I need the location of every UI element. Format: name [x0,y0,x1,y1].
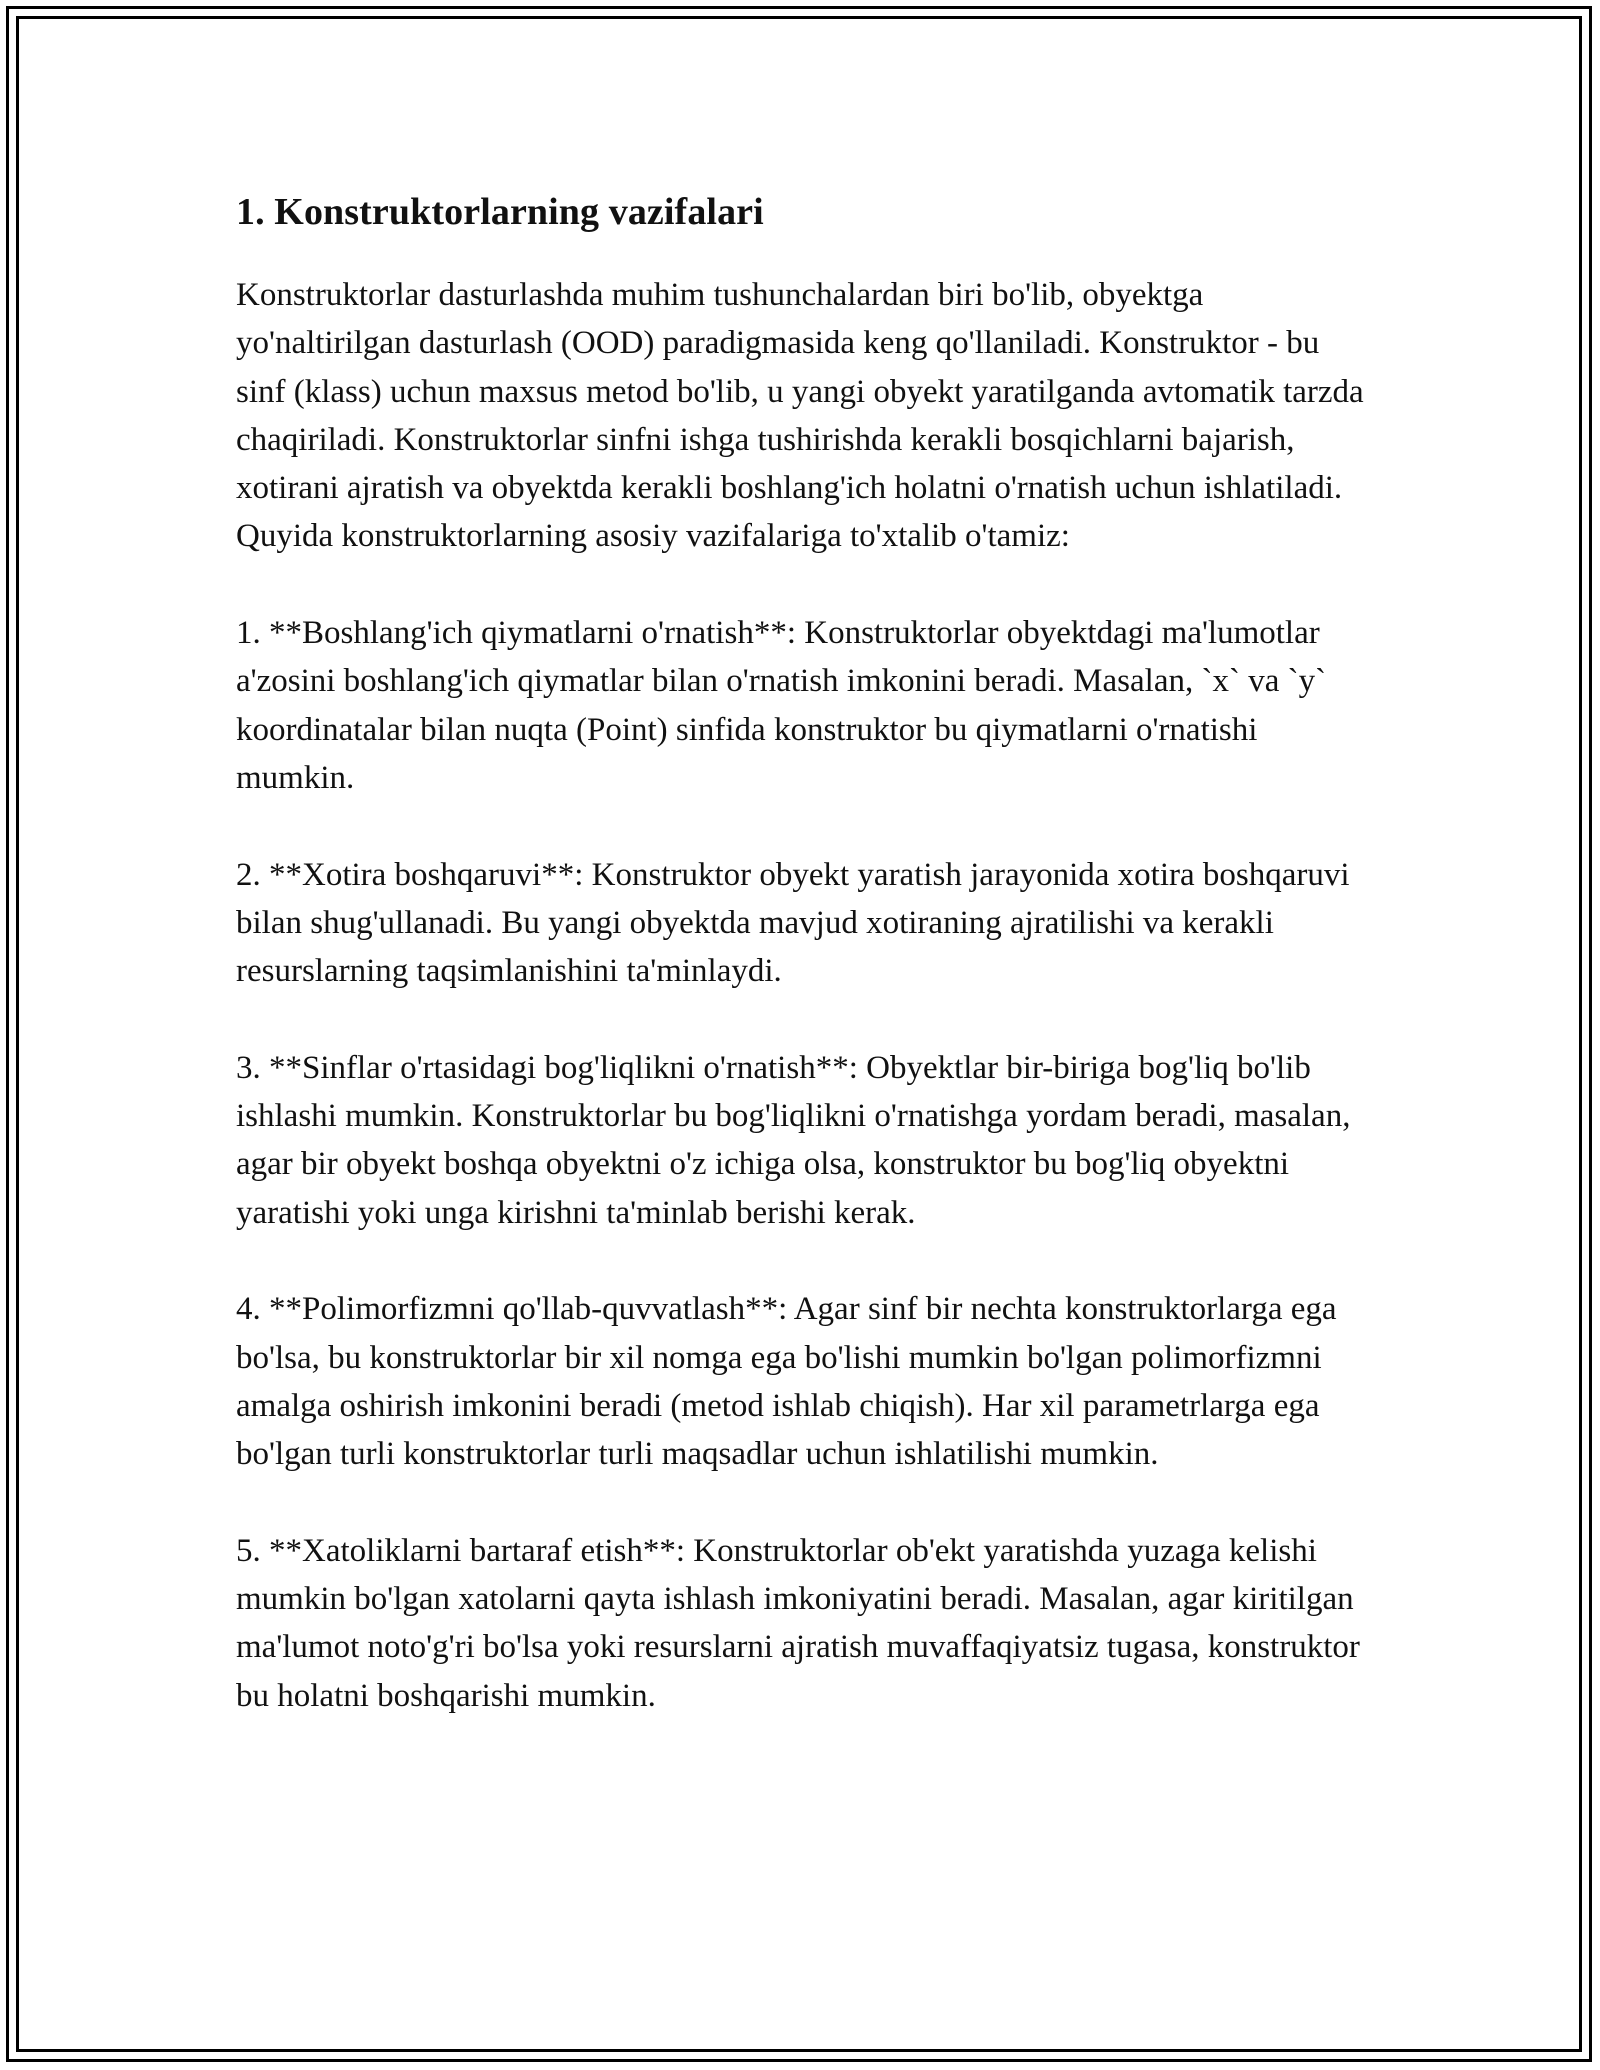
list-item-1: 1. **Boshlang'ich qiymatlarni o'rnatish**: Konstruktorlar obyektdagi ma'lumotlar a'zosini boshlang'ich qiymatlar bilan o'rnatish imkonini beradi. Masalan, `x` va `y` koordinatalar bilan nuqta (Point) sinfida konstruktor bu qiymatlarni o'rnatishi mumkin. [236,615,1327,796]
document-body [236,186,1366,1720]
list-item-2: 2. **Xotira boshqaruvi**: Konstruktor obyekt yaratish jarayonida xotira boshqaruvi bilan shug'ullanadi. Bu yangi obyektda mavjud xotiraning ajratilishi va kerakli resurslarning taqsimlanishini ta'minlaydi. [236,856,1350,990]
intro-paragraph: Konstruktorlar dasturlashda muhim tushunchalardan biri bo'lib, obyektga yo'naltirilgan dasturlash (OOD) paradigmasida keng qo'llaniladi. Konstruktor - bu sinf (klass) uchun maxsus metod bo'lib, u yangi obyekt yaratilganda avtomatik tarzda chaqiriladi. Konstruktorlar sinfni ishga tushirishda kerakli bosqichlarni bajarish, xotirani ajratish va obyektda kerakli boshlang'ich holatni o'rnatish uchun ishlatiladi. Quyida konstruktorlarning asosiy vazifalariga to'xtalib o'tamiz: [236,277,1364,555]
list-item-5: 5. **Xatoliklarni bartaraf etish**: Konstruktorlar ob'ekt yaratishda yuzaga kelishi mumkin bo'lgan xatolarni qayta ishlash imkoniyatini beradi. Masalan, agar kiritilgan ma'lumot noto'g'ri bo'lsa yoki resurslarni ajratish muvaffaqiyatsiz tugasa, konstruktor bu holatni boshqarishi mumkin. [236,1532,1360,1714]
section-heading: 1. Konstruktorlarning vazifalari [236,191,764,233]
list-item-3: 3. **Sinflar o'rtasidagi bog'liqlikni o'rnatish**: Obyektlar bir-biriga bog'liq bo'lib ishlashi mumkin. Konstruktorlar bu bog'liqlikni o'rnatishga yordam beradi, masalan, agar bir obyekt boshqa obyektni o'z ichiga olsa, konstruktor bu bog'liq obyektni yaratishi yoki unga kirishni ta'minlab berishi kerak. [236,1049,1351,1231]
list-item-4: 4. **Polimorfizmni qo'llab-quvvatlash**: Agar sinf bir nechta konstruktorlarga ega bo'lsa, bu konstruktorlar bir xil nomga ega bo'lishi mumkin bo'lgan polimorfizmni amalga oshirish imkonini beradi (metod ishlab chiqish). Har xil parametrlarga ega bo'lgan turli konstruktorlar turli maqsadlar uchun ishlatilishi mumkin. [236,1291,1337,1473]
